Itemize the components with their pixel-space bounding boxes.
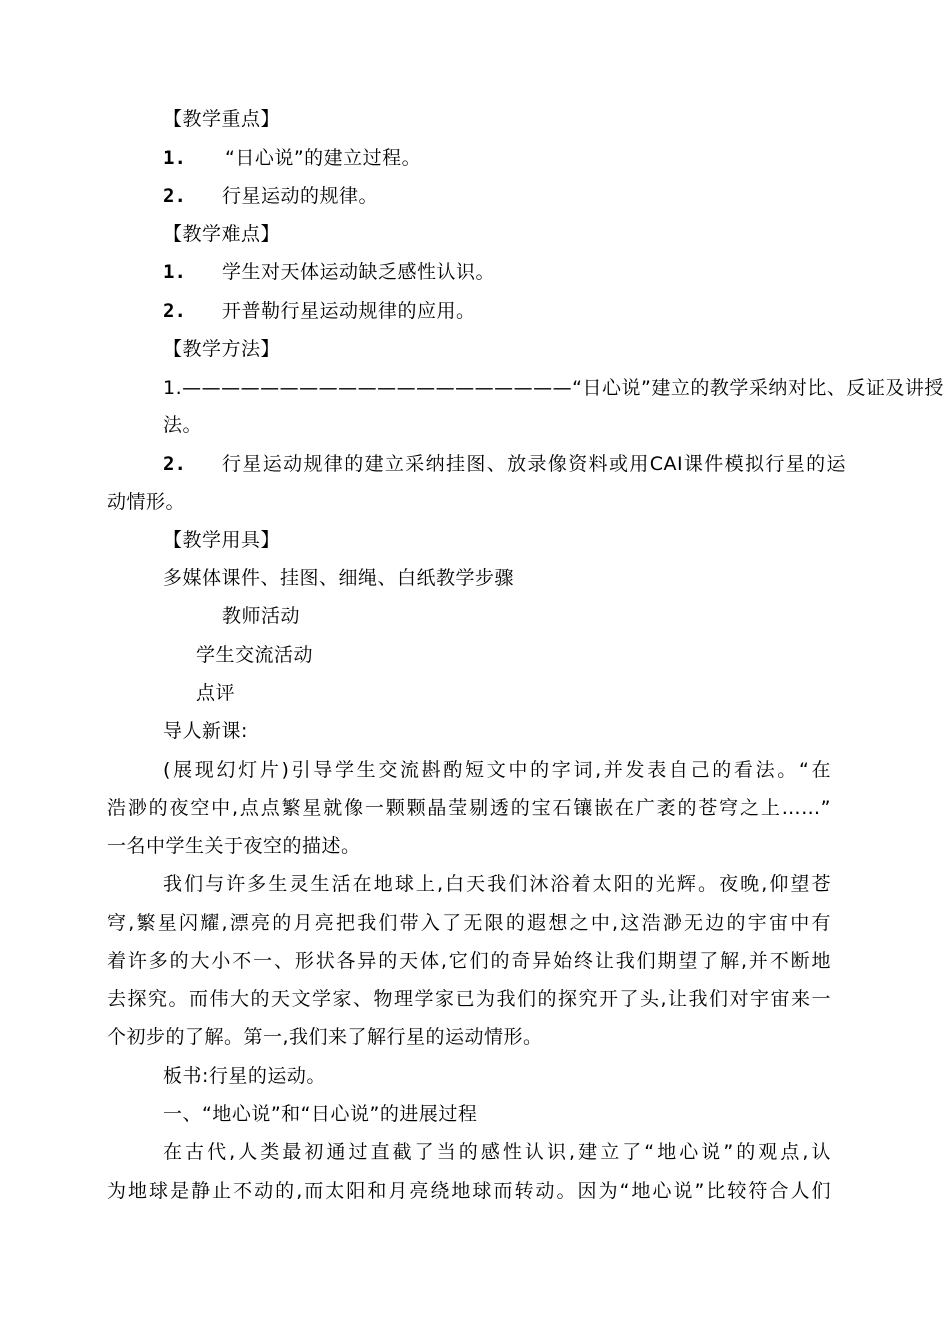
methods-heading: 【教学方法】 [163, 338, 281, 360]
intro-p1-line-2: 浩渺的夜空中,点点繁星就像一颗颗晶莹剔透的宝石镶嵌在广袤的苍穹之上……” [107, 797, 831, 819]
difficulties-heading: 【教学难点】 [163, 223, 281, 245]
intro-title: 导人新课: [163, 720, 248, 742]
difficulty-1-text: 学生对天体运动缺乏感性认识。 [222, 261, 496, 283]
key-point-1-number: 1. [163, 147, 186, 169]
difficulty-1-number: 1. [163, 261, 186, 283]
intro-p2-line-1: 我们与许多生灵生活在地球上,白天我们沐浴着太阳的光辉。夜晚,仰望苍 [163, 873, 831, 895]
intro-p2-line-3: 着许多的大小不一、形状各异的天体,它们的奇异始终让我们期望了解,并不断地 [107, 950, 831, 972]
method-1-line-2: 法。 [163, 414, 203, 436]
intro-p1-line-1: (展现幻灯片)引导学生交流斟酌短文中的字词,并发表自己的看法。“在 [163, 759, 831, 781]
section-1-heading: 一、“地心说”和“日心说”的进展过程 [163, 1103, 478, 1125]
difficulty-2-number: 2. [163, 300, 186, 322]
method-1-line-1: 1.————————————————————“日心说”建立的教学采纳对比、反证及讲授 [163, 377, 944, 399]
tools-line: 多媒体课件、挂图、细绳、白纸教学步骤 [163, 567, 515, 589]
step-student-activity: 学生交流活动 [196, 644, 314, 666]
intro-p1-line-3: 一名中学生关于夜空的描述。 [107, 835, 361, 857]
method-2-line-1: 行星运动规律的建立采纳挂图、放录像资料或用CAI课件模拟行星的运 [222, 453, 846, 475]
key-point-2-text: 行星运动的规律。 [222, 185, 379, 207]
method-2-line-2: 动情形。 [107, 491, 186, 513]
method-2-number: 2. [163, 453, 186, 475]
step-review: 点评 [196, 682, 236, 704]
intro-p3-line-2: 为地球是静止不动的,而太阳和月亮绕地球而转动。因为“地心说”比较符合人们 [107, 1180, 831, 1202]
intro-p3-line-1: 在古代,人类最初通过直截了当的感性认识,建立了“地心说”的观点,认 [163, 1141, 831, 1163]
key-point-1-text: “日心说”的建立过程。 [225, 147, 422, 169]
step-teacher-activity: 教师活动 [222, 605, 301, 627]
key-point-2-number: 2. [163, 185, 186, 207]
intro-p2-line-2: 穹,繁星闪耀,漂亮的月亮把我们带入了无限的遐想之中,这浩渺无边的宇宙中有 [107, 912, 831, 934]
difficulty-2-text: 开普勒行星运动规律的应用。 [222, 300, 476, 322]
intro-p2-line-4: 去探究。而伟大的天文学家、物理学家已为我们的探究开了头,让我们对宇宙来一 [107, 988, 831, 1010]
tools-heading: 【教学用具】 [163, 529, 281, 551]
intro-p2-line-5: 个初步的了解。第一,我们来了解行星的运动情形。 [107, 1026, 543, 1048]
board-note: 板书:行星的运动。 [163, 1065, 326, 1087]
key-points-heading: 【教学重点】 [163, 108, 281, 130]
